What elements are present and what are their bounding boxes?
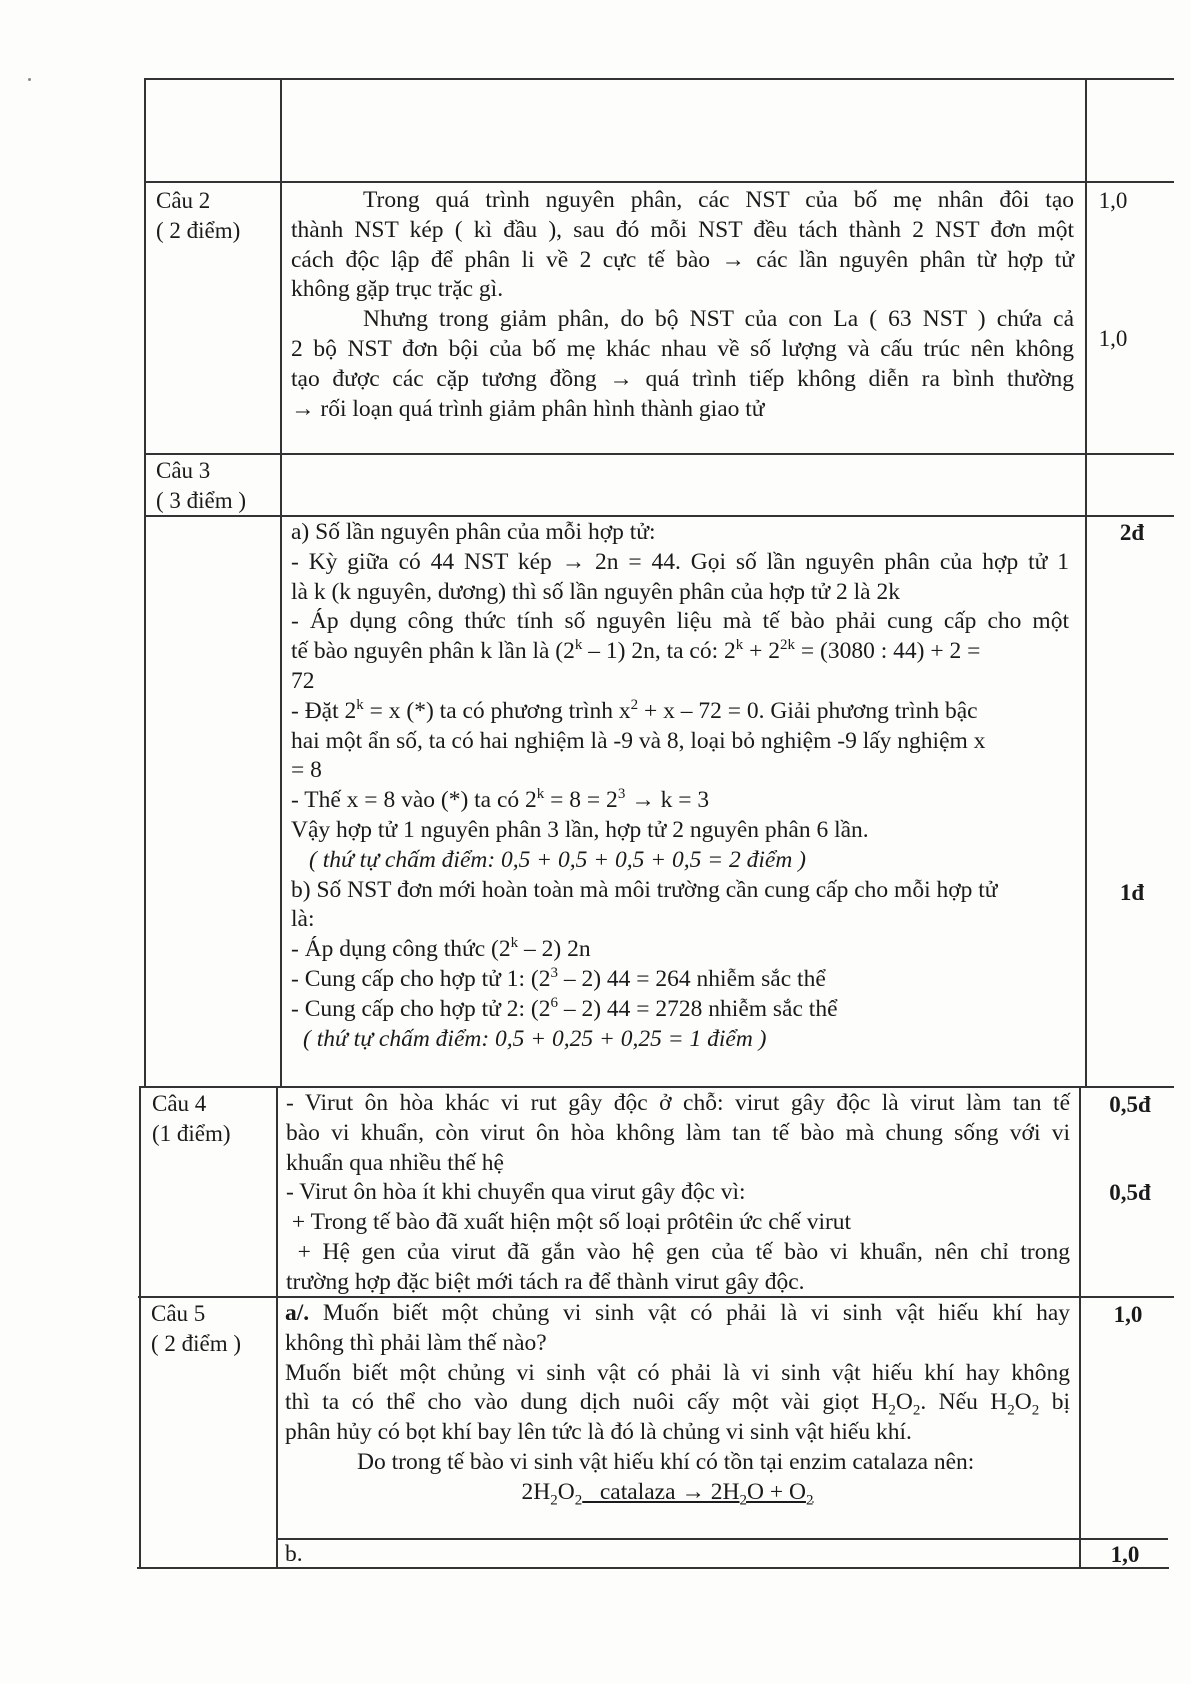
row-divider-q3 [144, 453, 1174, 455]
q5-line: phân hủy có bọt khí bay lên tức là đó là chủng vi sinh vật hiếu khí. [285, 1419, 912, 1446]
q4-line: - Virut ôn hòa khác vi rut gây độc ở chỗ: virut gây độc là virut làm tan tế [286, 1090, 1070, 1116]
col-label-divider [280, 78, 282, 1088]
table-top-border [144, 78, 1174, 80]
q4-answer [286, 1089, 1070, 1298]
q4-line: bào vi khuẩn, còn virut ôn hòa không làm tan tế bào mà chung sống với vi [286, 1119, 1070, 1146]
q4-line: - Virut ôn hòa ít khi chuyển qua virut gây độc vì: [286, 1179, 746, 1206]
q2-line: thành NST kép ( kì đầu ), sau đó mỗi NST đều tách thành 2 NST đơn một [291, 216, 1074, 243]
col-score-divider [1085, 78, 1087, 1088]
q3-a-title: a) Số lần nguyên phân của mỗi hợp tử: [291, 519, 656, 545]
q2-answer [291, 186, 1074, 424]
q3-score-b: 1đ [1119, 880, 1145, 905]
q2-score-2: 1,0 [1098, 326, 1128, 351]
q2-line: không gặp trục trặc gì. [291, 276, 504, 303]
q5-score-2: 1,0 [1110, 1542, 1140, 1567]
q2-line: Trong quá trình nguyên phân, các NST của bố mẹ nhân đôi tạo [363, 187, 1074, 213]
q4-score-1: 0,5đ [1109, 1092, 1151, 1117]
q5-h2o2-line: thì ta có thể cho vào dung dịch nuôi cấy một vài giọt $H_2O_2$. Nếu $H_2O_2$ bị [285, 1389, 1071, 1420]
q5-line: Muốn biết một chủng vi sinh vật có phải là vi sinh vật hiếu khí hay không [285, 1359, 1070, 1386]
q2-score-1: 1,0 [1098, 188, 1128, 213]
q3-score-a: 2đ [1119, 520, 1145, 545]
col-left-border [144, 78, 146, 1088]
q3-a-note: ( thứ tự chấm điểm: 0,5 + 0,5 + 0,5 + 0,5 = 2 điểm ) [309, 846, 806, 873]
q2-line: cách độc lập để phân li về 2 cực tế bào → các lần nguyên phân từ hợp tử [291, 246, 1074, 273]
q5-reaction-equation: $2H_2O_2$ catalaza → $2H_2O + O_2$ [521, 1478, 814, 1509]
q5-question-2: không thì phải làm thế nào? [285, 1329, 547, 1356]
q3-answer [291, 518, 1069, 1054]
q2-line: tạo được các cặp tương đồng → quá trình tiếp không diễn ra bình thường [291, 365, 1074, 392]
q5-question: a/. Muốn biết một chủng vi sinh vật có phải là vi sinh vật hiếu khí hay [285, 1300, 1070, 1326]
q5-line: Do trong tế bào vi sinh vật hiếu khí có tồn tại enzim catalaza nên: [357, 1448, 975, 1475]
q3-solution-line: - Thế x = 8 vào (*) ta có $2^k = 8 = 2^3 \to k = 3$ [291, 786, 710, 814]
q3-b-line-1: - Cung cấp cho hợp tử 1: $(2^3 - 2) 44 = 264$ nhiễm sắc thể [291, 965, 826, 992]
col-score-divider-lower [1079, 1086, 1081, 1568]
q5-label: Câu 5 ( 2 điểm ) [151, 1301, 242, 1356]
q3-line: - Áp dụng công thức tính số nguyên liệu mà tế bào phải cung cấp cho một [291, 608, 1069, 635]
q3-line: = 8 [291, 757, 322, 784]
q4-line: trường hợp đặc biệt mới tách ra để thành virut gây độc. [286, 1268, 805, 1295]
q4-line: + Trong tế bào đã xuất hiện một số loại prôtêin ức chế virut [286, 1209, 852, 1236]
q5-b-label: b. [285, 1541, 303, 1567]
q2-label: Câu 2 ( 2 điểm) [156, 188, 241, 243]
q3-b-title: b) Số NST đơn mới hoàn toàn mà môi trường cần cung cấp cho mỗi hợp tử [291, 876, 998, 903]
q3-line: Vậy hợp tử 1 nguyên phân 3 lần, hợp tử 2 nguyên phân 6 lần. [291, 816, 869, 843]
q5-answer [285, 1299, 1070, 1508]
q2-line: Nhưng trong giảm phân, do bộ NST của con La ( 63 NST ) chứa cả [363, 306, 1074, 333]
q5-score-1: 1,0 [1113, 1302, 1143, 1327]
q3-line: - Kỳ giữa có 44 NST kép → 2n = 44. Gọi số lần nguyên phân của hợp tử 1 [291, 548, 1069, 575]
q3-line: là: [291, 906, 315, 933]
q3-line: là k (k nguyên, dương) thì số lần nguyên phân của hợp tử 2 là 2k [291, 578, 900, 605]
col-left-border-lower [139, 1086, 141, 1568]
q4-line: khuẩn qua nhiều thế hệ [286, 1149, 504, 1176]
row-divider-q4 [140, 1086, 1174, 1088]
q2-line: 2 bộ NST đơn bội của bố mẹ khác nhau về số lượng và cấu trúc nên không [291, 335, 1074, 362]
q3-b-line-2: - Cung cấp cho hợp tử 2: $(2^6 - 2) 44 = 2728$ nhiễm sắc thể [291, 994, 838, 1022]
q3-line: hai một ẩn số, ta có hai nghiệm là -9 và 8, loại bỏ nghiệm -9 lấy nghiệm x [291, 727, 986, 754]
q3-line: 72 [291, 667, 315, 694]
q3-equation-line: - Đặt $2^k = x$ (*) ta có phương trình $x^2 + x - 72 = 0$. Giải phương trình bậc [291, 696, 978, 724]
q4-score-2: 0,5đ [1109, 1180, 1151, 1205]
row-divider-q5-b [276, 1538, 1168, 1540]
q3-formula-line: tế bào nguyên phân k lần là (2$^k$ – 1) 2n, ta có: $2^k + 2^{2k} = (3080$ : 44) + 2 = [291, 637, 981, 665]
q3-label: Câu 3 ( 3 điểm ) [156, 458, 247, 513]
col-label-divider-lower [276, 1086, 278, 1568]
q3-b-note: ( thứ tự chấm điểm: 0,5 + 0,25 + 0,25 = 1 điểm ) [303, 1025, 767, 1052]
scan-speck [28, 78, 31, 81]
q3-b-formula: - Áp dụng công thức (2$^k$ – 2) 2n [291, 935, 591, 963]
q2-line: → rối loạn quá trình giảm phân hình thành giao tử [291, 395, 765, 422]
q4-label: Câu 4 (1 điểm) [152, 1091, 231, 1146]
row-divider-q2 [144, 181, 1174, 183]
row-divider-q3-body [144, 515, 1174, 517]
q4-line: + Hệ gen của virut đã gắn vào hệ gen của tế bào vi khuẩn, nên chỉ trong [286, 1238, 1070, 1265]
